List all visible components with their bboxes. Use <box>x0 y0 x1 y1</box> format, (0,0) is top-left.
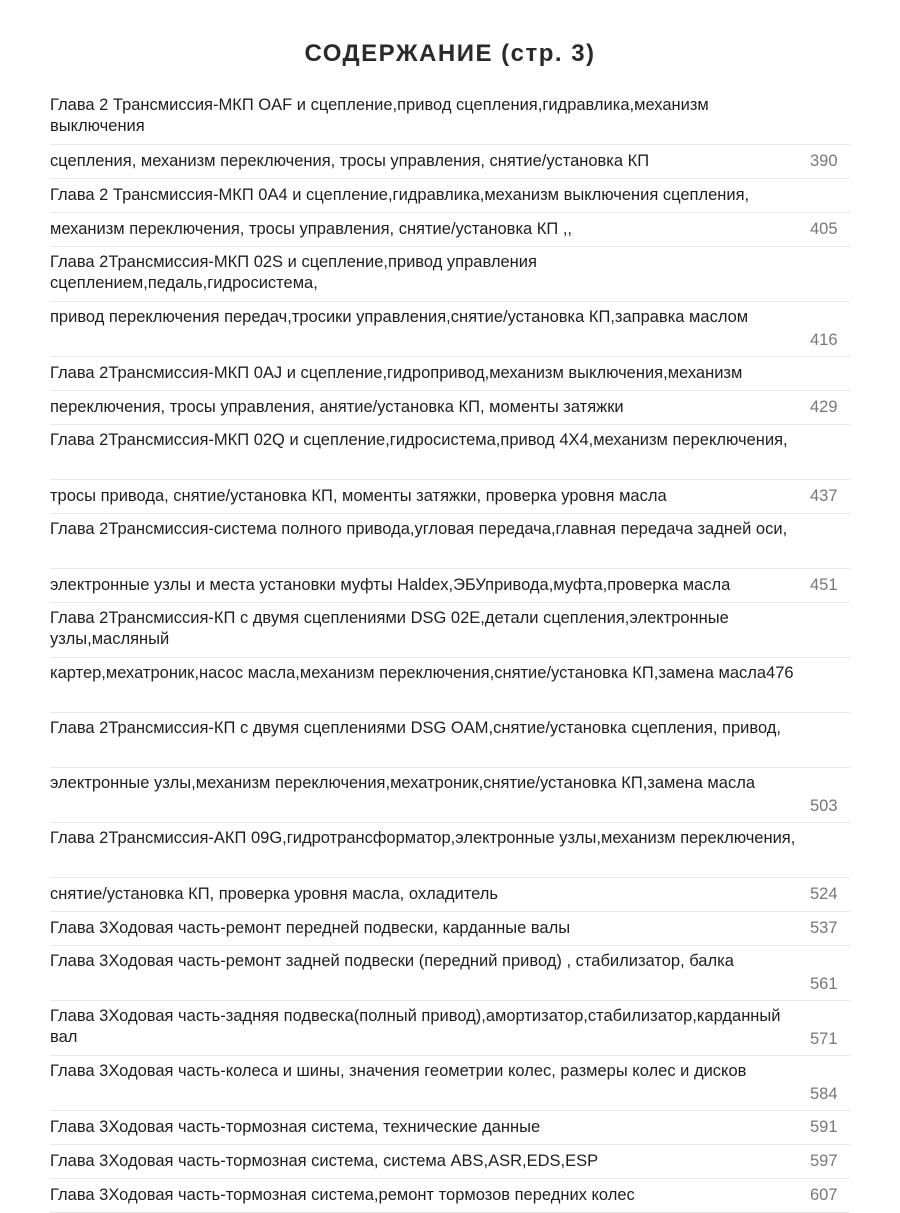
toc-entry[interactable] <box>50 912 850 946</box>
toc-entry-page-number: 437 <box>810 487 838 505</box>
toc-entry-page-number: 607 <box>810 1186 838 1204</box>
toc-entry-text: Глава 3Ходовая часть-колеса и шины, значения геометрии колес, размеры колес и дисков <box>50 1062 747 1080</box>
page-title: СОДЕРЖАНИЕ (стр. 3) <box>304 40 596 67</box>
toc-entry-page-number: 405 <box>810 220 838 238</box>
toc-entry-page-number: 429 <box>810 398 838 416</box>
toc-entry-page-number: 451 <box>810 576 838 594</box>
toc-entry-text: сцепления, механизм переключения, тросы управления, снятие/установка КП <box>50 152 650 170</box>
toc-entry[interactable] <box>50 357 850 391</box>
toc-entry[interactable] <box>50 247 850 302</box>
toc-entry-text: Глава 2Трансмиссия-КП с двумя сцеплениями DSG OAM,снятие/установка сцепления, привод, <box>50 719 781 737</box>
toc-entry-text: Глава 2 Трансмиссия-МКП 0A4 и сцепление,гидравлика,механизм выключения сцепления, <box>50 186 750 204</box>
toc-entry-text: Глава 2Трансмиссия-АКП 09G,гидротрансформатор,электронные узлы,механизм переключения, <box>50 829 796 847</box>
toc-entry[interactable] <box>50 302 850 357</box>
toc-entry-text: электронные узлы,механизм переключения,мехатроник,снятие/установка КП,замена масла <box>50 774 756 792</box>
toc-entry[interactable] <box>50 658 850 713</box>
toc-entry-text: Глава 3Ходовая часть-ремонт задней подвески (передний привод) , стабилизатор, балка <box>50 952 734 970</box>
toc-entry-text: Глава 3Ходовая часть-тормозная система,ремонт тормозов передних колес <box>50 1186 635 1204</box>
toc-entry[interactable] <box>50 1145 850 1179</box>
toc-entry-text: Глава 2 Трансмиссия-МКП OAF и сцепление,привод сцепления,гидравлика,механизм выключения <box>50 96 709 135</box>
toc-entry-text: переключения, тросы управления, анятие/установка КП, моменты затяжки <box>50 398 624 416</box>
toc-entry[interactable] <box>50 1056 850 1111</box>
toc-entry[interactable] <box>50 213 850 247</box>
toc-entry-page-number: 503 <box>810 797 838 815</box>
toc-entry-page-number: 584 <box>810 1085 838 1103</box>
toc-entry[interactable] <box>50 713 850 768</box>
toc-entry[interactable] <box>50 1111 850 1145</box>
toc-entry-text: механизм переключения, тросы управления, снятие/установка КП ,, <box>50 220 573 238</box>
toc-entry[interactable] <box>50 514 850 569</box>
toc-entry[interactable] <box>50 878 850 912</box>
toc-entry-page-number: 561 <box>810 975 838 993</box>
toc-entry-text: Глава 2Трансмиссия-КП с двумя сцеплениями DSG 02E,детали сцепления,электронные узлы,масляный <box>50 609 729 648</box>
toc-entry-page-number: 524 <box>810 885 838 903</box>
toc-entry[interactable] <box>50 603 850 658</box>
toc-entry-page-number: 591 <box>810 1118 838 1136</box>
toc-entry-text: Глава 2Трансмиссия-система полного привода,угловая передача,главная передача задней оси, <box>50 520 788 538</box>
toc-entry[interactable] <box>50 145 850 179</box>
toc-entry-text: электронные узлы и места установки муфты Haldex,ЭБУпривода,муфта,проверка масла <box>50 576 731 594</box>
toc-entry-page-number: 537 <box>810 919 838 937</box>
toc-entry[interactable] <box>50 768 850 823</box>
toc-entry[interactable] <box>50 1179 850 1213</box>
toc-entry[interactable] <box>50 480 850 514</box>
toc-entry-page-number: 416 <box>810 331 838 349</box>
toc-entry-page-number: 390 <box>810 152 838 170</box>
toc-entry[interactable] <box>50 391 850 425</box>
toc-entry-text: Глава 2Трансмиссия-МКП 02Q и сцепление,гидросистема,привод 4X4,механизм переключения, <box>50 431 788 449</box>
toc-entry-text: Глава 2Трансмиссия-МКП 02S и сцепление,привод управления сцеплением,педаль,гидросистема, <box>50 253 537 292</box>
toc-entry[interactable] <box>50 569 850 603</box>
toc-entry-text: Глава 3Ходовая часть-ремонт передней подвески, карданные валы <box>50 919 571 937</box>
toc-entry-text: тросы привода, снятие/установка КП, моменты затяжки, проверка уровня масла <box>50 487 667 505</box>
toc-entry-text: снятие/установка КП, проверка уровня масла, охладитель <box>50 885 498 903</box>
toc-entry[interactable] <box>50 425 850 480</box>
toc-entry-text: Глава 2Трансмиссия-МКП 0AJ и сцепление,гидропривод,механизм выключения,механизм <box>50 364 743 382</box>
toc-entry-page-number: 571 <box>810 1030 838 1048</box>
toc-entry-text: Глава 3Ходовая часть-тормозная система, технические данные <box>50 1118 541 1136</box>
toc-entry[interactable] <box>50 90 850 145</box>
table-of-contents <box>50 90 850 1213</box>
toc-entry[interactable] <box>50 179 850 213</box>
toc-entry-text: Глава 3Ходовая часть-задняя подвеска(полный привод),амортизатор,стабилизатор,карданный вал <box>50 1007 781 1046</box>
toc-entry[interactable] <box>50 1001 850 1056</box>
toc-entry[interactable] <box>50 946 850 1001</box>
toc-entry-text: привод переключения передач,тросики управления,снятие/установка КП,заправка маслом <box>50 308 749 326</box>
toc-entry-page-number: 597 <box>810 1152 838 1170</box>
toc-entry-text: Глава 3Ходовая часть-тормозная система, система ABS,ASR,EDS,ESP <box>50 1152 599 1170</box>
toc-entry-text: картер,мехатроник,насос масла,механизм переключения,снятие/установка КП,замена масла476 <box>50 664 794 682</box>
toc-entry[interactable] <box>50 823 850 878</box>
